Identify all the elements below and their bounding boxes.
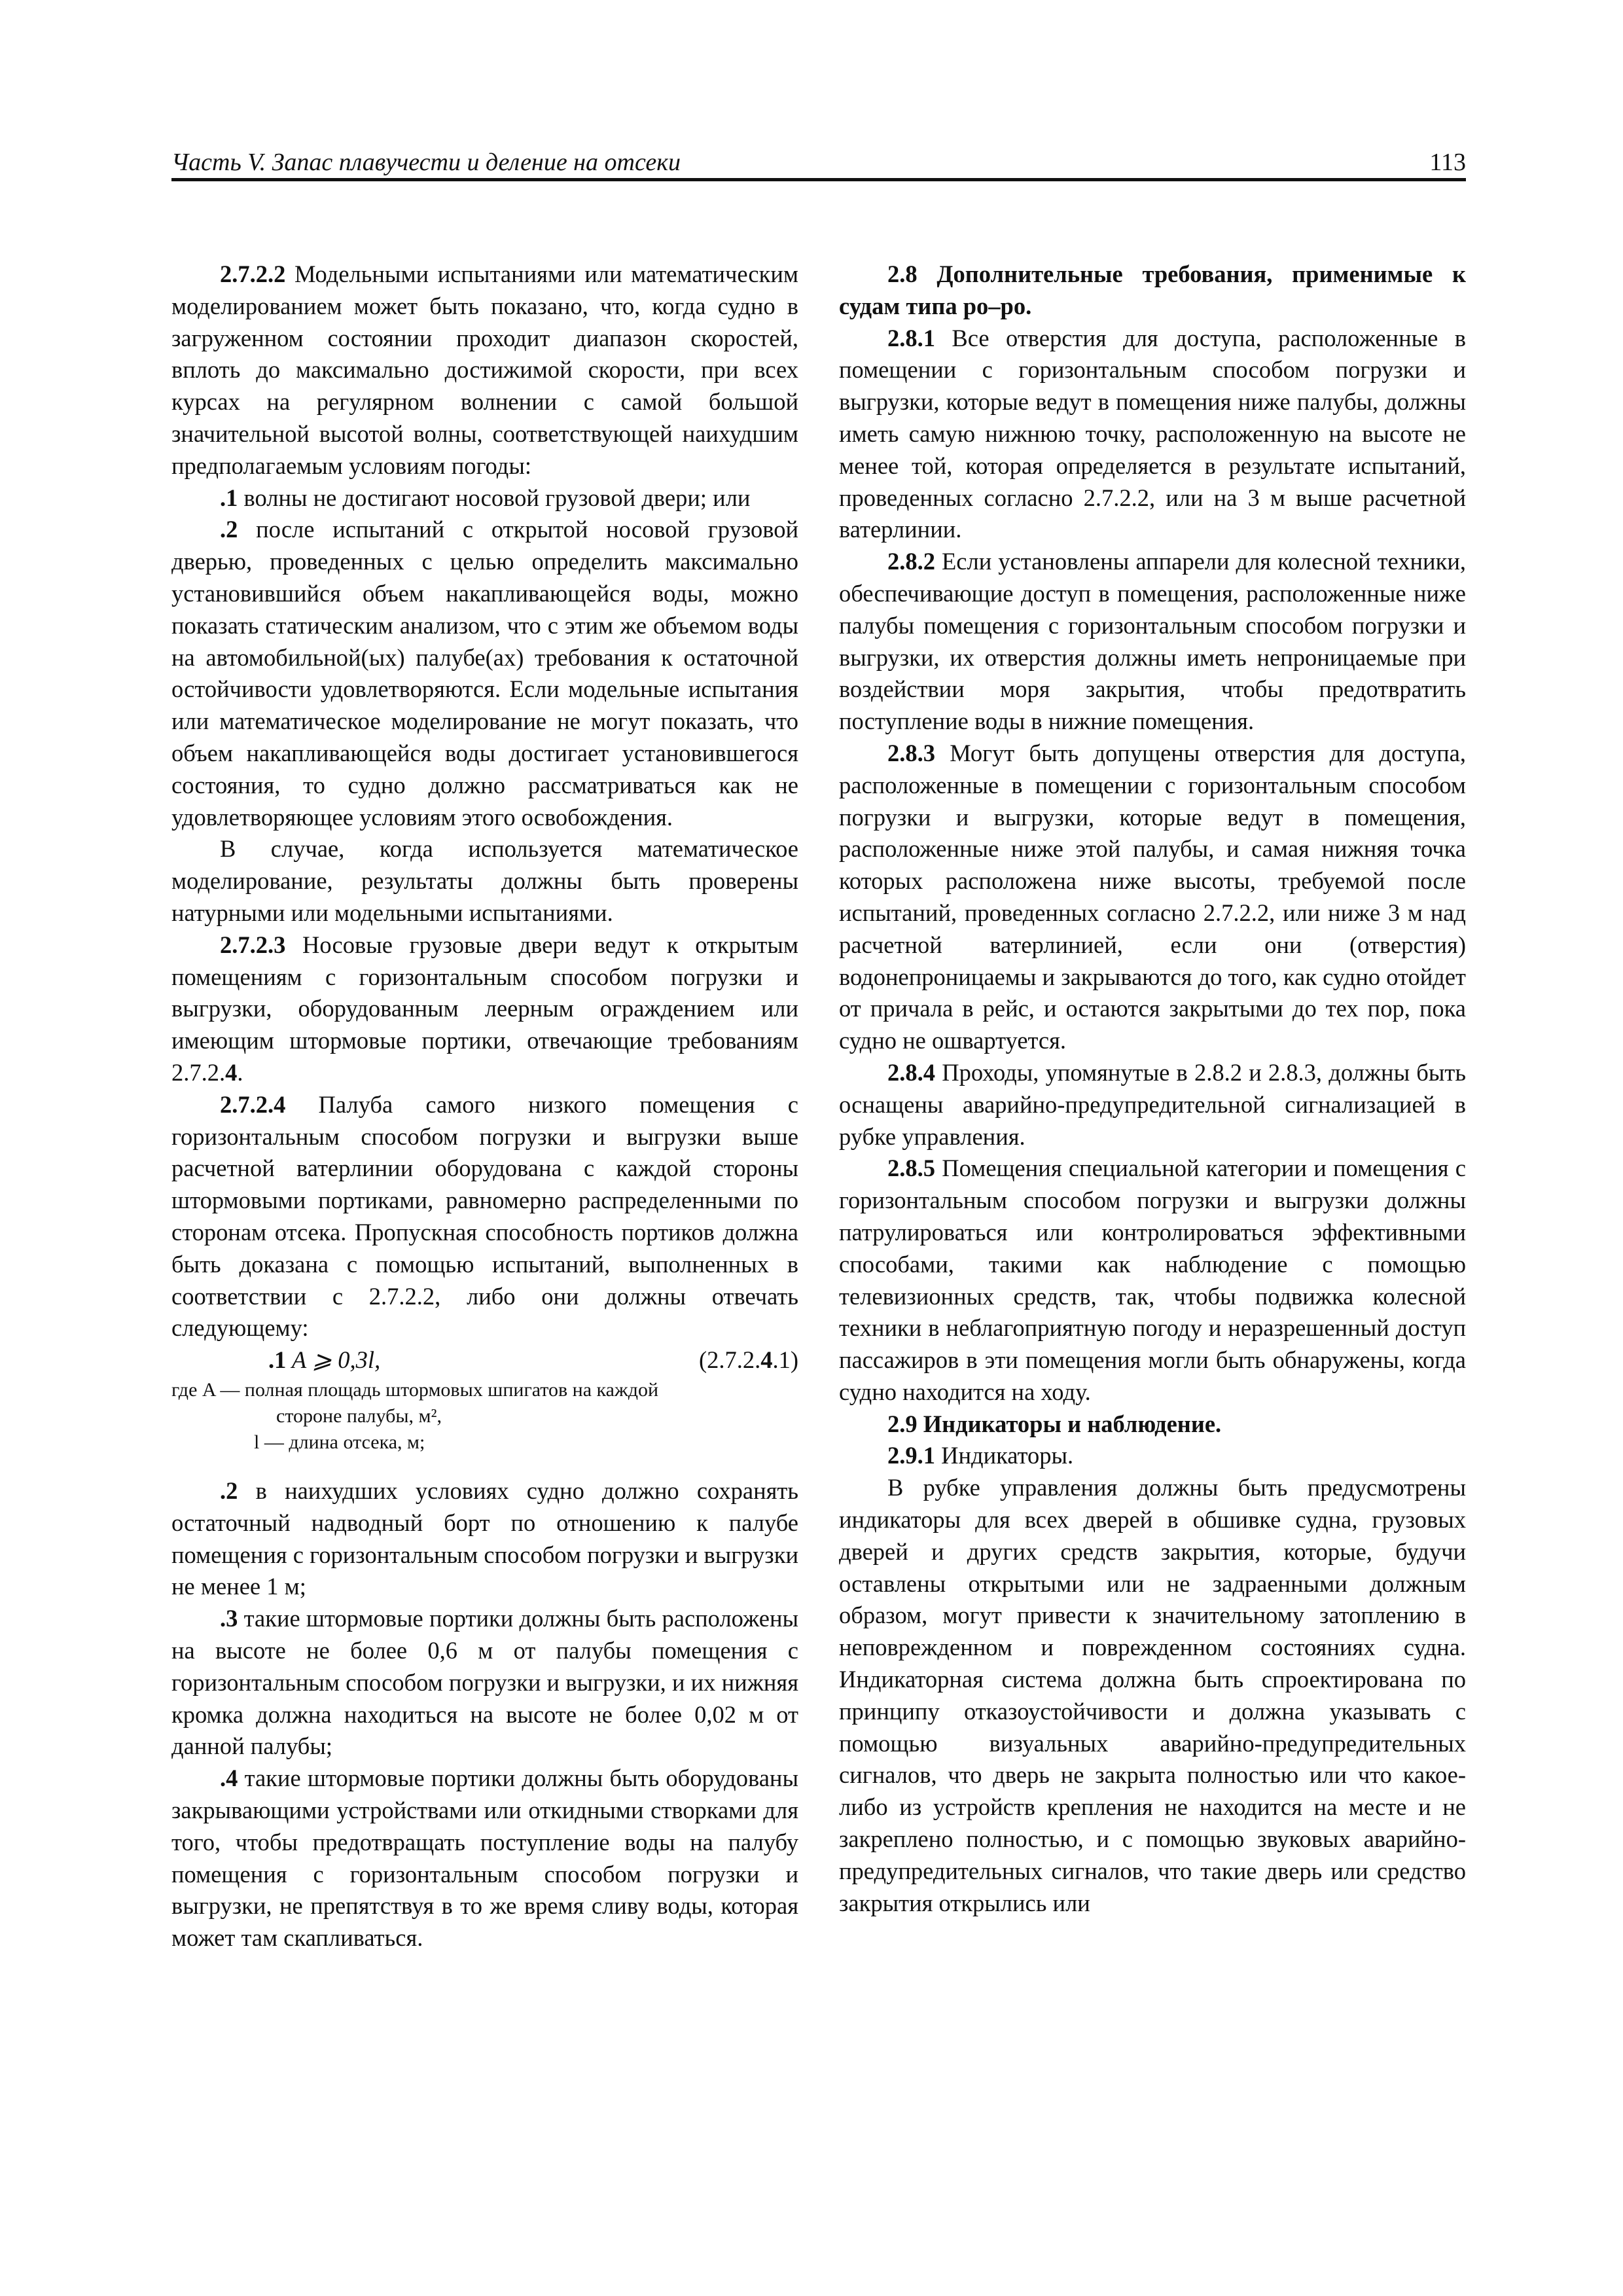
formula-reference xyxy=(651,1344,798,1376)
clause-number: 2.8.5 xyxy=(887,1155,935,1182)
paragraph-2-7-2-4 xyxy=(171,1089,798,1344)
clause-text: Носовые грузовые двери ведут к открытым помещениям с горизонтальным способом погрузки и выгрузки, оборудованным леерным ограждением или имеющим штормовые портики, отвечающие требованиям 2.7.2. xyxy=(171,931,798,1086)
clause-number: 2.7.2.2 xyxy=(220,260,286,287)
item-text: волны не достигают носовой грузовой двери; или xyxy=(238,484,751,511)
paragraph-2-7-2-2 xyxy=(171,259,798,482)
clause-number: 2.7.2.3 xyxy=(220,931,286,958)
clause-text: Если установлены аппарели для колесной техники, обеспечивающие доступ в помещения, расположенные ниже палубы помещения с горизонтальным способом погрузки и выгрузки, их отверстия должны иметь непроницаемые при воздействии моря закрытия, чтобы предотвратить поступление воды в нижние помещения. xyxy=(839,548,1466,735)
formula-legend xyxy=(171,1377,798,1456)
paragraph-2-8-3 xyxy=(839,738,1466,1057)
item-number: .4 xyxy=(220,1765,238,1792)
paragraph-text: В случае, когда используется математическое моделирование, результаты должны быть проверены натурными или модельными испытаниями. xyxy=(171,835,798,926)
item-text: в наихудших условиях судно должно сохранять остаточный надводный борт по отношению к палубе помещения с горизонтальным способом погрузки и выгрузки не менее 1 м; xyxy=(171,1477,798,1600)
left-column xyxy=(171,259,798,1954)
formula-ref-part: (2.7.2. xyxy=(698,1346,761,1374)
clause-text: Все отверстия для доступа, расположенные в помещении с горизонтальным способом погрузки и выгрузки, которые ведут в помещения ниже палубы, должны иметь самую нижнюю точку, расположенную на высоте не менее той, которая определяется в результате испытаний, проведенных согласно 2.7.2.2, или на 3 м выше расчетной ватерлинии. xyxy=(839,324,1466,543)
item-number: .1 xyxy=(220,484,238,511)
clause-text: Модельными испытаниями или математическим моделированием может быть показано, что, когда судно в загруженном состоянии проходит диапазон скоростей, вплоть до максимально достижимой скорости, при всех курсах на регулярном волнении с самой большой значительной высотой волны, соответствующей наихудшим предполагаемым условиям погоды: xyxy=(171,260,798,479)
formula-ref-part: .1) xyxy=(772,1346,798,1374)
paragraph-2-8-2 xyxy=(839,546,1466,738)
item-2-freeboard xyxy=(171,1475,798,1603)
formula-line xyxy=(171,1344,798,1377)
legend-entry-l: l — длина отсека, м; xyxy=(254,1431,425,1454)
paragraph-2-7-2-3 xyxy=(171,929,798,1089)
clause-text: Проходы, упомянутые в 2.8.2 и 2.8.3, должны быть оснащены аварийно-предупредительной сигнализацией в рубке управления. xyxy=(839,1058,1466,1150)
clause-end: . xyxy=(237,1058,243,1086)
item-4-ports-closing xyxy=(171,1763,798,1954)
item-text: такие штормовые портики должны быть расположены на высоте не более 0,6 м от палубы помещения с горизонтальным способом погрузки и выгрузки, и их нижняя кромка должна находиться на высоте не более 0,02 м от данной палубы; xyxy=(171,1605,798,1760)
clause-number: 2.9.1 xyxy=(887,1442,935,1469)
right-column xyxy=(839,259,1466,1919)
item-text: такие штормовые портики должны быть оборудованы закрывающими устройствами или откидными створками для того, чтобы предотвращать поступление воды на палубу помещения с горизонтальным способом погрузки и выгрузки, не препятствуя в то же время сливу воды, которая может там скапливаться. xyxy=(171,1765,798,1952)
header-rule xyxy=(171,178,1466,181)
section-heading-2-8: 2.8 Дополнительные требования, применимые к судам типа ро–ро. xyxy=(839,260,1466,319)
clause-number: 2.7.2.4 xyxy=(220,1090,286,1118)
paragraph-text: В рубке управления должны быть предусмотрены индикаторы для всех дверей в обшивке судна, грузовых дверей и других средств закрытия, которые, будучи оставлены открытыми или не задраенными должным образом, могут привести к значительному затоплению в неповрежденном и поврежденном состояниях судна. Индикаторная система должна быть спроектирована по принципу отказоустойчивости и должна указывать с помощью визуальных аварийно-предупредительных сигналов, что дверь не закрыта полностью или что какое-либо из устройств крепления не находится на месте и не закреплено полностью, и с помощью звуковых аварийно-предупредительных сигналов, что такие дверь или средство закрытия открылись или xyxy=(839,1474,1466,1916)
clause-text: Могут быть допущены отверстия для доступа, расположенные в помещении с горизонтальным способом погрузки и выгрузки, которые ведут в помещения, расположенные ниже этой палубы, и самая нижняя точка которых расположена ниже высоты, требуемой после испытаний, проведенных согласно 2.7.2.2, или ниже 3 м над расчетной ватерлинией, если они (отверстия) водонепроницаемы и закрываются до того, как судно отойдет от причала в рейс, и остаются закрытыми до тех пор, пока судно не ошвартуется. xyxy=(839,739,1466,1054)
clause-number: 2.8.3 xyxy=(887,739,935,766)
paragraph-indicators xyxy=(839,1472,1466,1919)
clause-number: 2.8.4 xyxy=(887,1058,935,1086)
clause-ref-bold: 4 xyxy=(225,1058,238,1086)
legend-entry-a-cont: стороне палубы, м², xyxy=(276,1405,442,1427)
paragraph-math-model xyxy=(171,833,798,929)
clause-text: Палуба самого низкого помещения с горизонтальным способом погрузки и выгрузки выше расчетной ватерлинии оборудована с каждой стороны штормовыми портиками, равномерно распределенными по сторонам отсека. Пропускная способность портиков должна быть доказана с помощью испытаний, выполненных в соответствии с 2.7.2.2, либо они должны отвечать следующему: xyxy=(171,1090,798,1342)
header-title: Часть V. Запас плавучести и деление на отсеки xyxy=(171,149,681,176)
formula xyxy=(220,1344,380,1376)
section-heading-2-9: 2.9 Индикаторы и наблюдение. xyxy=(887,1410,1222,1437)
formula-expression: A ⩾ 0,3l, xyxy=(286,1346,381,1374)
running-header xyxy=(171,147,1466,178)
item-1-waves xyxy=(171,482,798,514)
clause-text: Помещения специальной категории и помещения с горизонтальным способом погрузки и выгрузки должны патрулироваться или контролироваться эффективными способами, такими как наблюдение с помощью телевизионных средств, так, чтобы подвижка колесной техники в неблагоприятную погоду и неразрешенный доступ пассажиров в эти помещения могли быть обнаружены, когда судно находится на ходу. xyxy=(839,1155,1466,1405)
item-2-tests xyxy=(171,514,798,833)
item-number: .2 xyxy=(220,516,238,543)
page-number: 113 xyxy=(1429,149,1466,176)
item-text: после испытаний с открытой носовой грузовой дверью, проведенных с целью определить максимально установившийся объем накапливающейся воды, можно показать статическим анализом, что с этим же объемом воды на автомобильной(ых) палубе(ах) требования к остаточной остойчивости удовлетворяются. Если модельные испытания или математическое моделирование не могут показать, что объем накапливающейся воды достигает установившегося состояния, то судно должно рассматриваться как не удовлетворяющее условиям этого освобождения. xyxy=(171,516,798,831)
clause-number: 2.8.2 xyxy=(887,548,935,575)
item-number: .2 xyxy=(220,1477,238,1505)
paragraph-2-8-4 xyxy=(839,1057,1466,1153)
paragraph-2-9-1 xyxy=(839,1440,1466,1472)
clause-number: 2.8.1 xyxy=(887,324,935,351)
item-3-ports-height xyxy=(171,1603,798,1763)
paragraph-2-8-1 xyxy=(839,323,1466,547)
clause-text: Индикаторы. xyxy=(935,1442,1074,1469)
formula-number: .1 xyxy=(268,1346,287,1374)
formula-ref-bold: 4 xyxy=(760,1346,773,1374)
item-number: .3 xyxy=(220,1605,238,1632)
paragraph-2-8-5 xyxy=(839,1153,1466,1408)
legend-entry-a: где A — полная площадь штормовых шпигатов на каждой xyxy=(171,1379,659,1401)
